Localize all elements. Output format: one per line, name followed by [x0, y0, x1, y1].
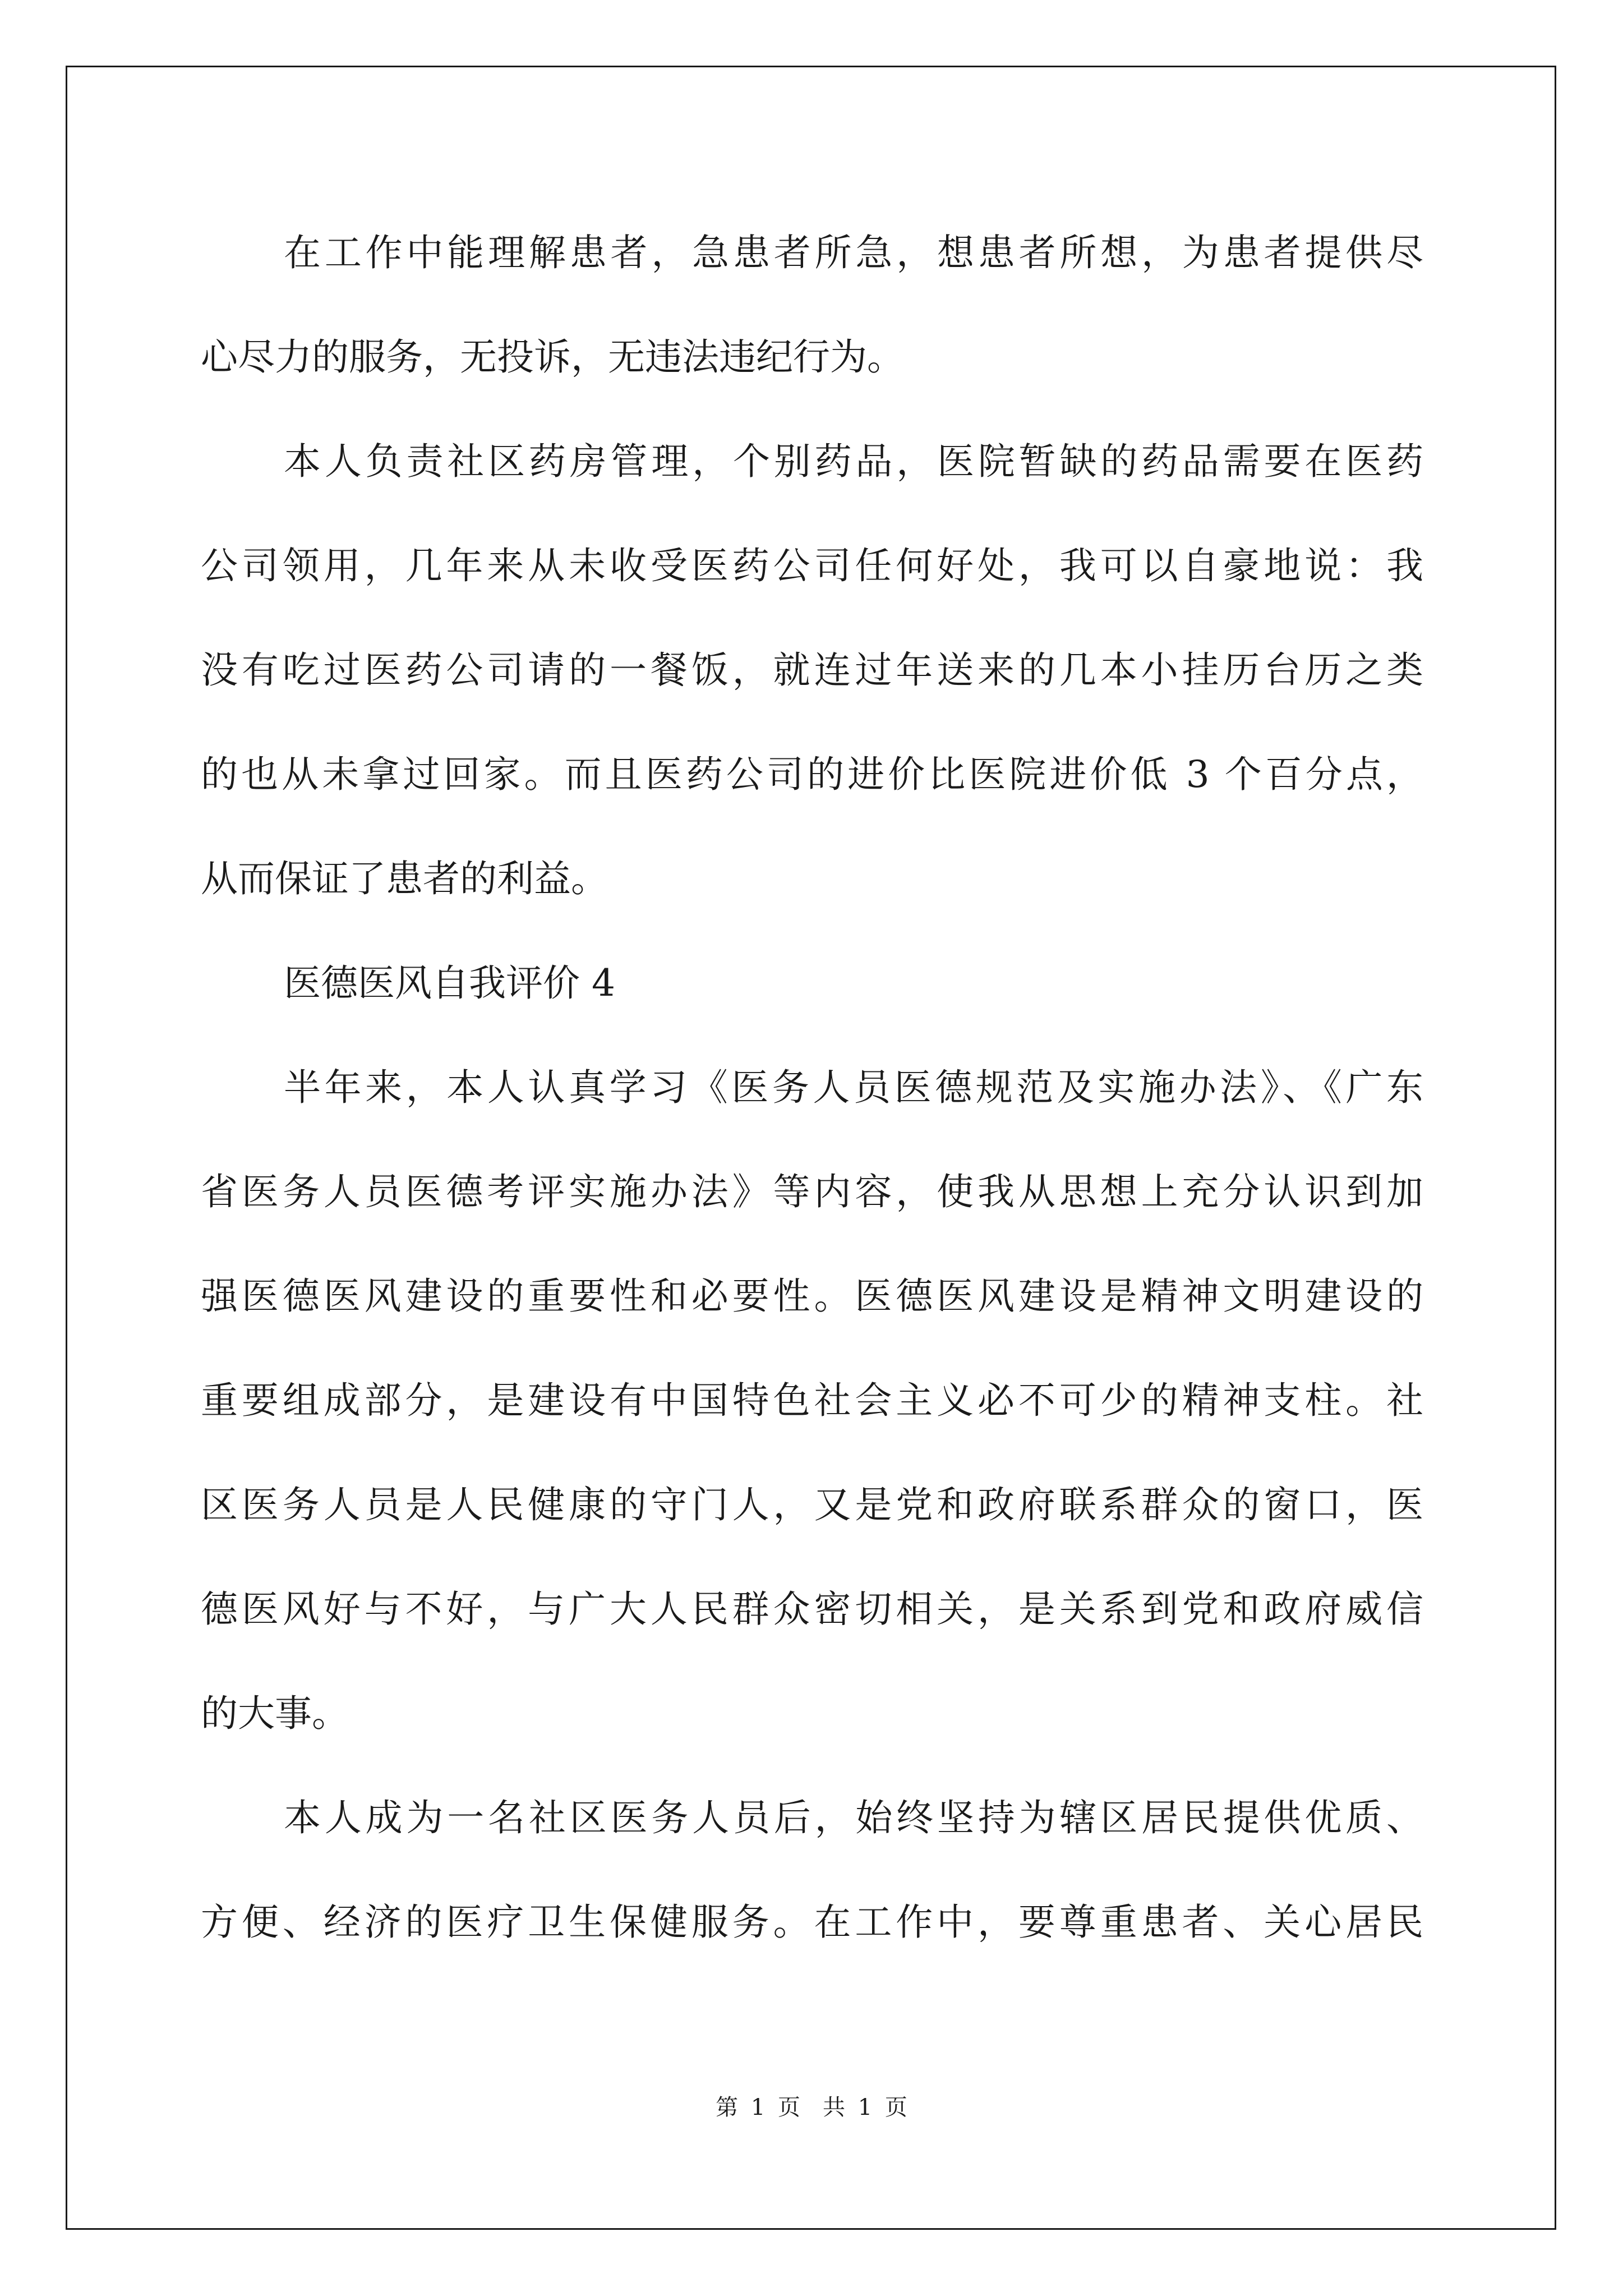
paragraph-1-line-2: 心尽力的服务，无投诉，无违法违纪行为。 [201, 335, 904, 379]
paragraph-2-line-5: 从而保证了患者的利益。 [201, 857, 608, 900]
paragraph-4-line-4: 重要组成部分，是建设有中国特色社会主义必不可少的精神支柱。社 [201, 1379, 1423, 1422]
paragraph-1-line-1: 在工作中能理解患者，急患者所急，想患者所想，为患者提供尽 [284, 231, 1423, 274]
page-footer: 第 1 页 共 1 页 [716, 2095, 907, 2120]
paragraph-2-line-3: 没有吃过医药公司请的一餐饭，就连过年送来的几本小挂历台历之类 [201, 648, 1423, 692]
paragraph-4-line-2: 省医务人员医德考评实施办法》等内容，使我从思想上充分认识到加 [201, 1170, 1423, 1213]
document-body [201, 201, 1423, 1975]
paragraph-2-line-4: 的也从未拿过回家。而且医药公司的进价比医院进价低 3 个百分点， [201, 753, 1423, 796]
section-heading: 医德医风自我评价 4 [284, 961, 615, 1005]
paragraph-4-line-6: 德医风好与不好，与广大人民群众密切相关，是关系到党和政府威信 [201, 1588, 1423, 1631]
paragraph-5-line-1: 本人成为一名社区医务人员后，始终坚持为辖区居民提供优质、 [284, 1796, 1423, 1839]
paragraph-4-line-7: 的大事。 [201, 1692, 349, 1735]
paragraph-5-line-2: 方便、经济的医疗卫生保健服务。在工作中，要尊重患者、关心居民 [201, 1901, 1423, 1944]
paragraph-2-line-2: 公司领用，几年来从未收受医药公司任何好处，我可以自豪地说：我 [201, 544, 1423, 587]
paragraph-4-line-3: 强医德医风建设的重要性和必要性。医德医风建设是精神文明建设的 [201, 1274, 1423, 1318]
paragraph-2-line-1: 本人负责社区药房管理，个别药品，医院暂缺的药品需要在医药 [284, 440, 1423, 483]
paragraph-4-line-5: 区医务人员是人民健康的守门人，又是党和政府联系群众的窗口，医 [201, 1483, 1423, 1526]
paragraph-4-line-1: 半年来，本人认真学习《医务人员医德规范及实施办法》、《广东 [284, 1066, 1423, 1109]
